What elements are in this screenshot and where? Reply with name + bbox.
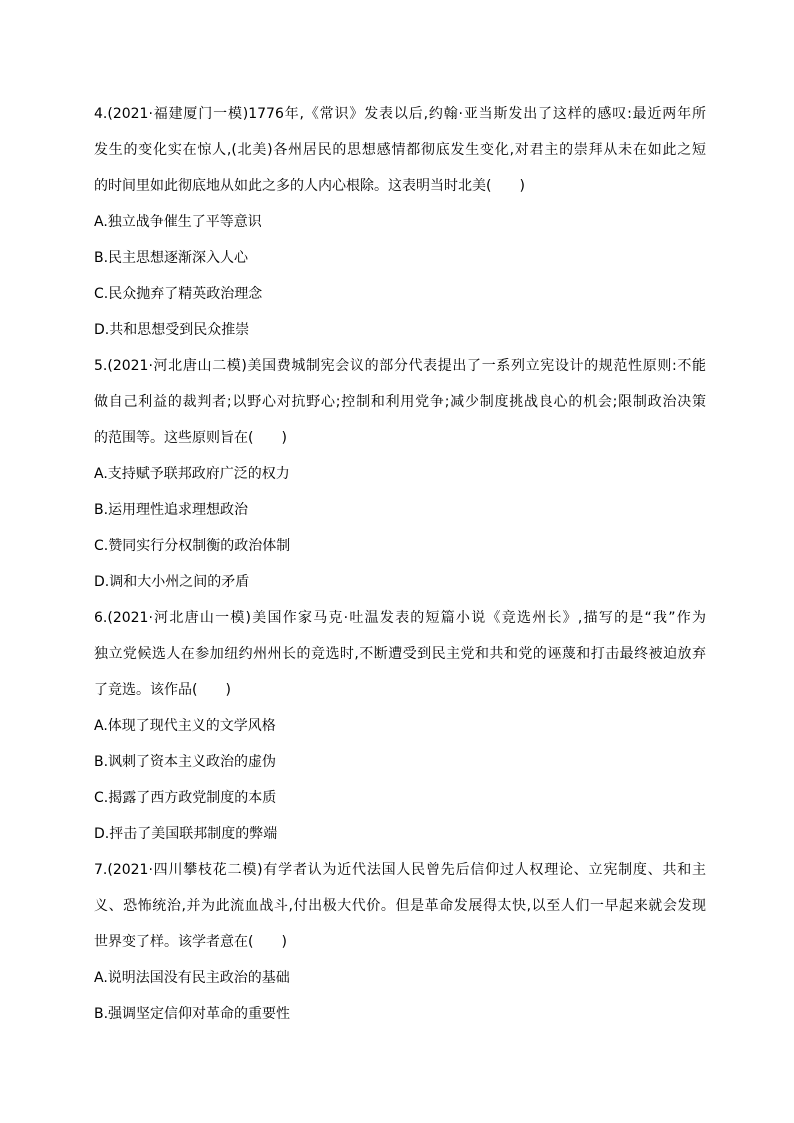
answer-option: A.支持赋予联邦政府广泛的权力 xyxy=(94,466,290,482)
question-6 xyxy=(94,608,706,860)
answer-option: A.说明法国没有民主政治的基础 xyxy=(94,970,290,986)
answer-option: B.讽刺了资本主义政治的虚伪 xyxy=(94,754,277,770)
question-7 xyxy=(94,860,706,1040)
question-stem-line: 了竞选。该作品( ) xyxy=(94,682,231,698)
answer-option: A.体现了现代主义的文学风格 xyxy=(94,718,276,734)
question-5 xyxy=(94,356,706,608)
question-stem-line: 的时间里如此彻底地从如此之多的人内心根除。这表明当时北美( ) xyxy=(94,178,525,194)
answer-option: D.抨击了美国联邦制度的弊端 xyxy=(94,826,278,842)
question-stem-line: 独立党候选人在参加纽约州州长的竞选时,不断遭受到民主党和共和党的诬蔑和打击最终被迫放弃 xyxy=(94,646,706,662)
question-stem-line: 4.(2021·福建厦门一模)1776年,《常识》发表以后,约翰·亚当斯发出了这样的感叹:最近两年所 xyxy=(94,106,706,122)
answer-option: B.强调坚定信仰对革命的重要性 xyxy=(94,1006,291,1022)
answer-option: A.独立战争催生了平等意识 xyxy=(94,214,262,230)
document-page xyxy=(94,104,706,1040)
question-stem-line: 6.(2021·河北唐山一模)美国作家马克·吐温发表的短篇小说《竞选州长》,描写的是“我”作为 xyxy=(94,610,706,626)
answer-option: B.民主思想逐渐深入人心 xyxy=(94,250,249,266)
answer-option: B.运用理性追求理想政治 xyxy=(94,502,249,518)
question-stem-line: 义、恐怖统治,并为此流血战斗,付出极大代价。但是革命发展得太快,以至人们一早起来就会发现 xyxy=(94,898,706,914)
question-stem-line: 发生的变化实在惊人,(北美)各州居民的思想感情都彻底发生变化,对君主的崇拜从未在如此之短 xyxy=(94,142,706,158)
answer-option: C.揭露了西方政党制度的本质 xyxy=(94,790,277,806)
answer-option: D.共和思想受到民众推崇 xyxy=(94,322,250,338)
question-stem-line: 世界变了样。该学者意在( ) xyxy=(94,934,287,950)
answer-option: C.民众抛弃了精英政治理念 xyxy=(94,286,263,302)
question-stem-line: 7.(2021·四川攀枝花二模)有学者认为近代法国人民曾先后信仰过人权理论、立宪制度、共和主 xyxy=(94,862,706,878)
question-stem-line: 做自己利益的裁判者;以野心对抗野心;控制和利用党争;减少制度挑战良心的机会;限制政治决策 xyxy=(94,394,706,410)
question-stem-line: 5.(2021·河北唐山二模)美国费城制宪会议的部分代表提出了一系列立宪设计的规范性原则:不能 xyxy=(94,358,706,374)
question-stem-line: 的范围等。这些原则旨在( ) xyxy=(94,430,287,446)
question-4 xyxy=(94,104,706,356)
answer-option: D.调和大小州之间的矛盾 xyxy=(94,574,250,590)
answer-option: C.赞同实行分权制衡的政治体制 xyxy=(94,538,291,554)
